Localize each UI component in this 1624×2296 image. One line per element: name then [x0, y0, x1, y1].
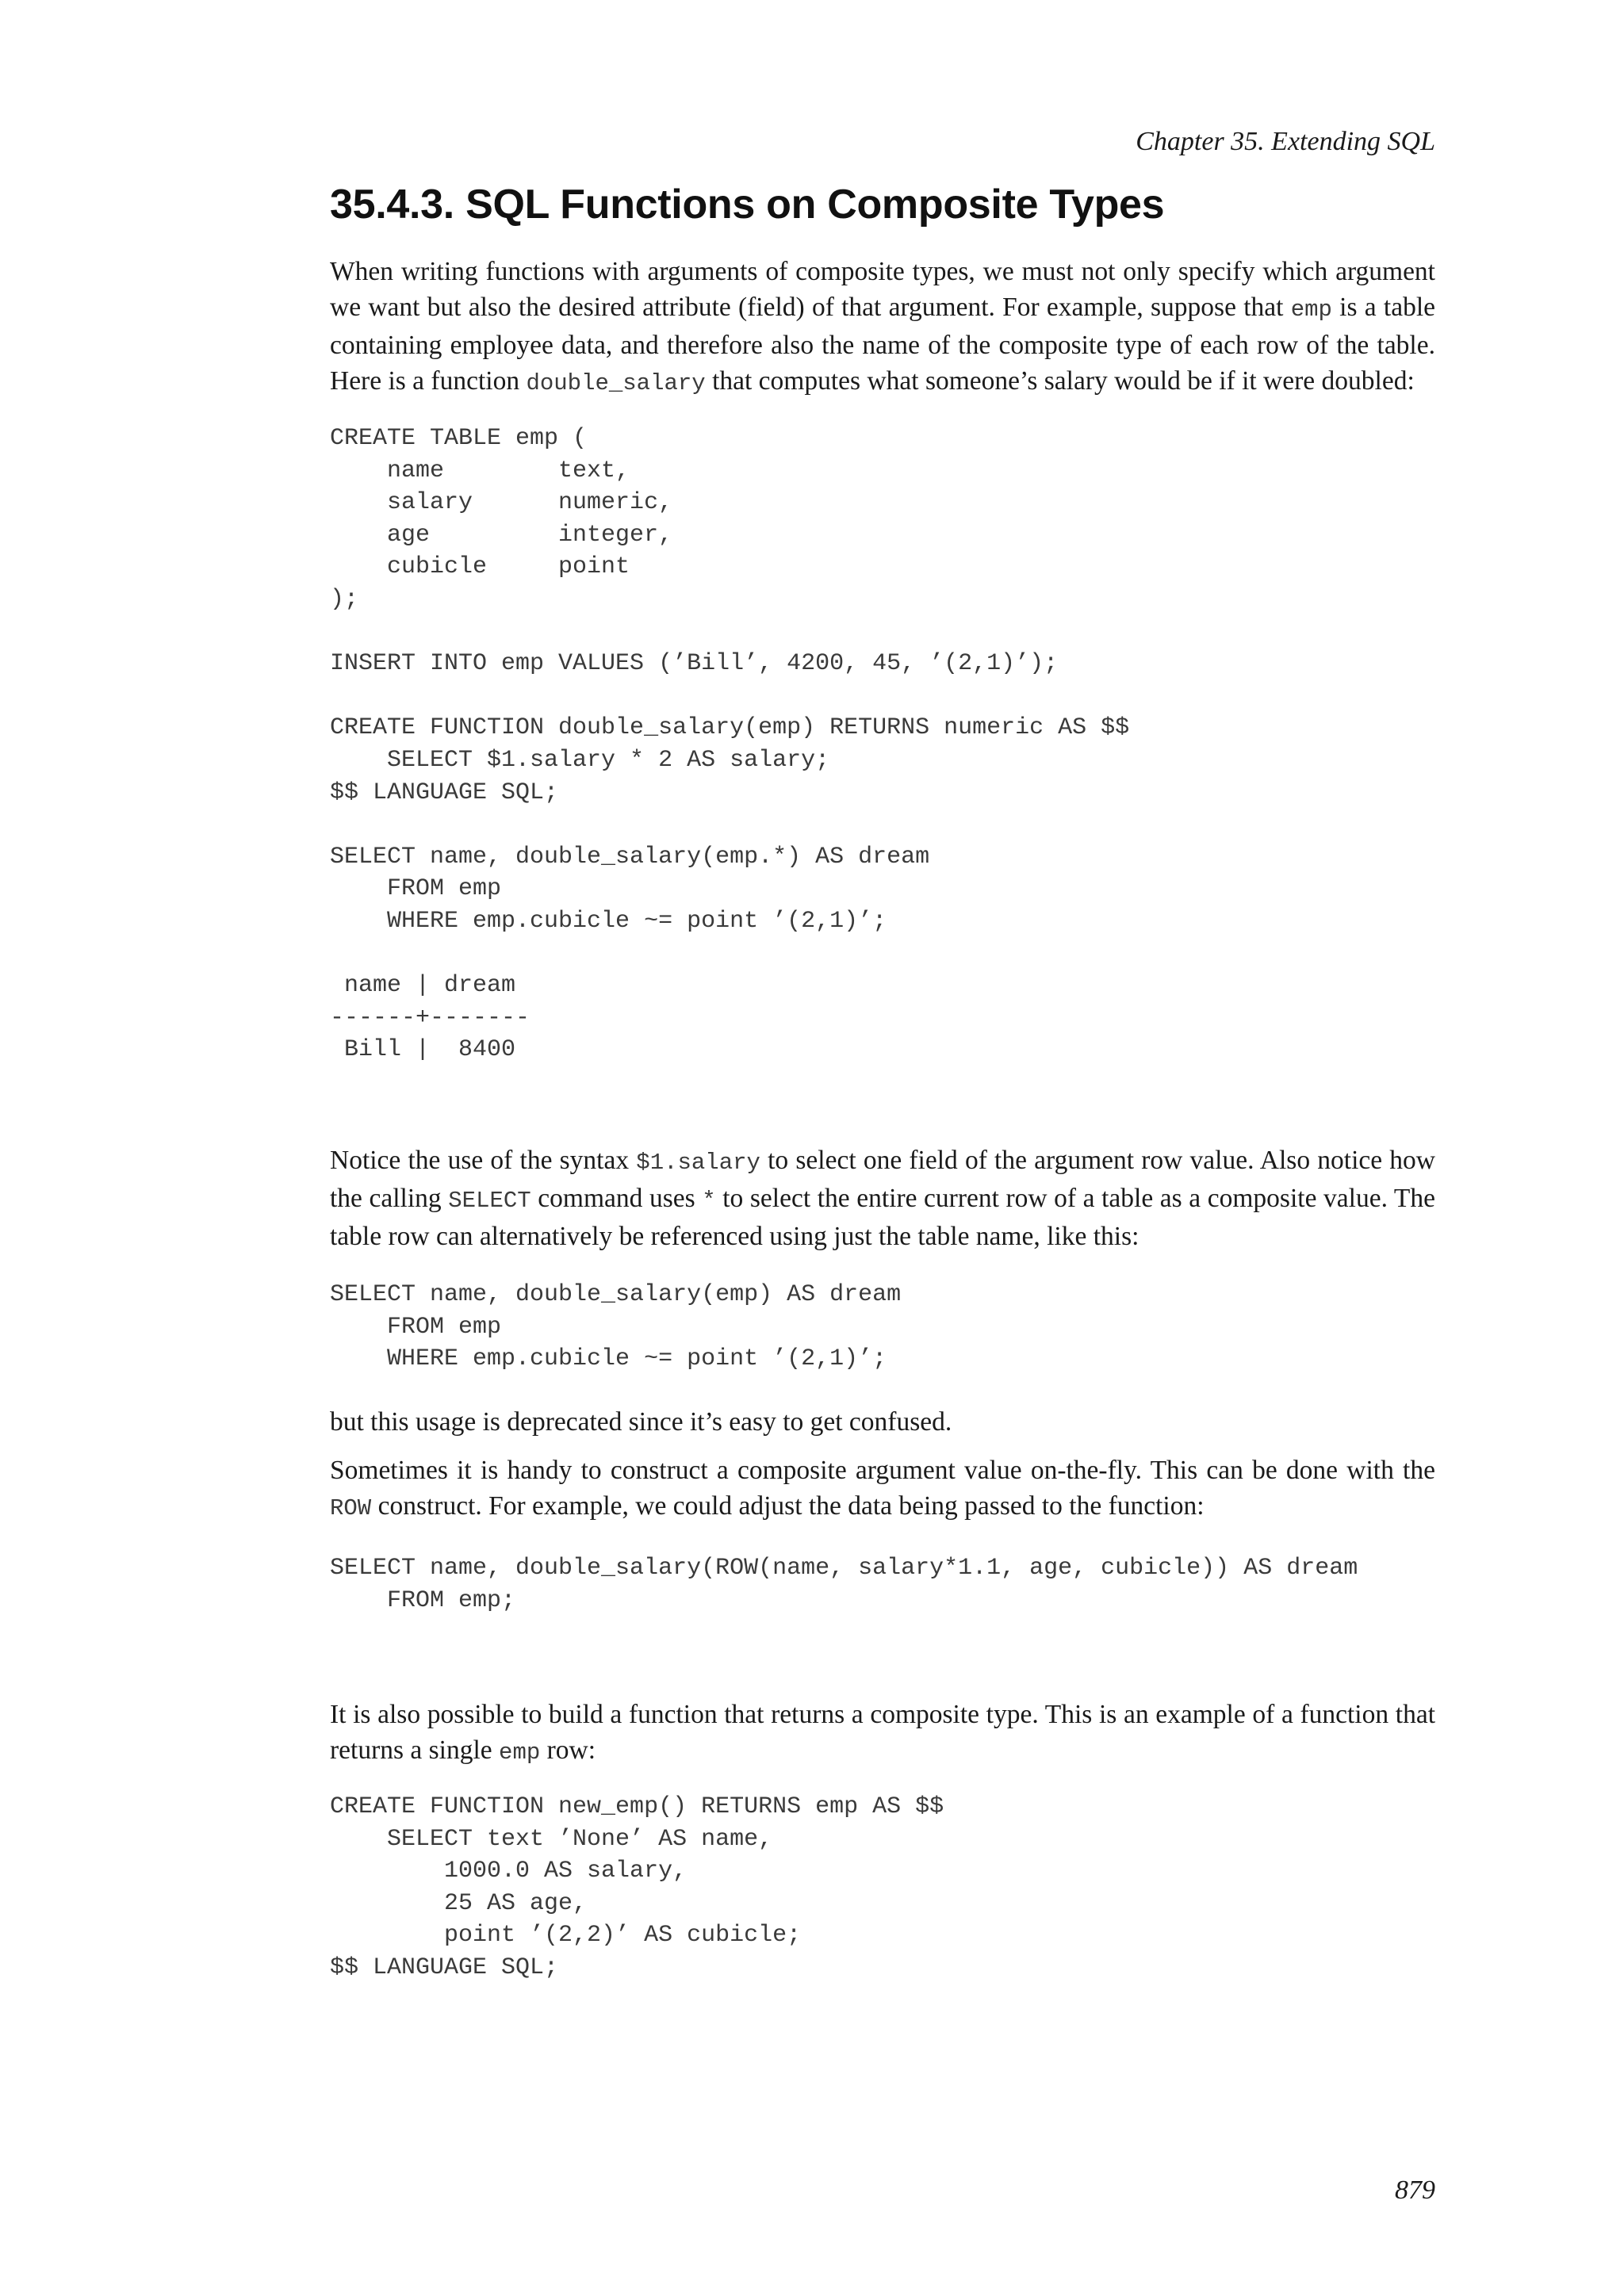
inline-code-emp: emp — [1290, 297, 1332, 323]
code-block-row-construct: SELECT name, double_salary(ROW(name, salary*1.1, age, cubicle)) AS dream FROM emp; — [330, 1555, 1358, 1614]
code-block-create-table: CREATE TABLE emp ( name text, salary numeric, age integer, cubicle point ); INSERT INTO emp VALUES (’Bill’, 4200, 45, ’(2,1)’); CREATE FUNCTION double_salary(emp) RETURNS numeric AS $$ SELECT $1.salary * 2 AS salary; $$ LANGUAGE SQL; SELECT name, double_salary(emp.*) AS dream FROM emp WHERE emp.cubicle ~= point ’(2,1)’; name | dream ------+------- Bill | 8400 — [330, 425, 1130, 1064]
text-run: command uses — [530, 1184, 703, 1213]
text-run: Notice the use of the syntax — [330, 1146, 637, 1175]
text-run: to select the entire current row of a table as a composite value. The table row can alternatively be referenced using just the table name, like this: — [330, 1184, 1436, 1251]
inline-code-emp: emp — [499, 1739, 541, 1766]
section-title: 35.4.3. SQL Functions on Composite Types — [330, 182, 1165, 228]
text-run: that computes what someone’s salary would be if it were doubled: — [705, 366, 1415, 396]
text-run: is a table containing employee data, and therefore also the name of the composite type of each row of the table. Here is a function — [330, 293, 1435, 396]
inline-code-double-salary: double_salary — [526, 370, 706, 396]
running-header: Chapter 35. Extending SQL — [1136, 127, 1435, 156]
inline-code-row: ROW — [330, 1495, 372, 1521]
deprecated-paragraph — [330, 1404, 1435, 1440]
text-run: It is also possible to build a function that returns a composite type. This is an example of a function that returns a single — [330, 1700, 1435, 1765]
return-composite-paragraph — [330, 1697, 1435, 1770]
notice-paragraph — [330, 1142, 1435, 1254]
text-run: Sometimes it is handy to construct a composite argument value on-the-fly. This can be done with the — [330, 1456, 1435, 1485]
text-run: When writing functions with arguments of composite types, we must not only specify which argument we want but also the desired attribute (field) of that argument. For example, suppose that — [330, 257, 1435, 322]
page-number: 879 — [1395, 2175, 1435, 2205]
text-run: but this usage is deprecated since it’s easy to get confused. — [330, 1407, 952, 1437]
inline-code-star: * — [702, 1188, 716, 1214]
row-construct-paragraph — [330, 1452, 1435, 1526]
text-run: row: — [540, 1735, 596, 1765]
code-block-select-table-name: SELECT name, double_salary(emp) AS dream FROM emp WHERE emp.cubicle ~= point ’(2,1)’; — [330, 1281, 902, 1373]
text-run: construct. For example, we could adjust the data being passed to the function: — [371, 1491, 1205, 1521]
code-block-new-emp: CREATE FUNCTION new_emp() RETURNS emp AS $$ SELECT text ’None’ AS name, 1000.0 AS salary, 25 AS age, point ’(2,2)’ AS cubicle; $$ LANGUAGE SQL; — [330, 1793, 944, 1981]
text-run: to select one field of the argument row value. Also notice how the calling — [330, 1146, 1435, 1213]
intro-paragraph — [330, 254, 1435, 401]
inline-code-salary-field: $1.salary — [636, 1150, 760, 1176]
inline-code-select: SELECT — [448, 1188, 531, 1214]
